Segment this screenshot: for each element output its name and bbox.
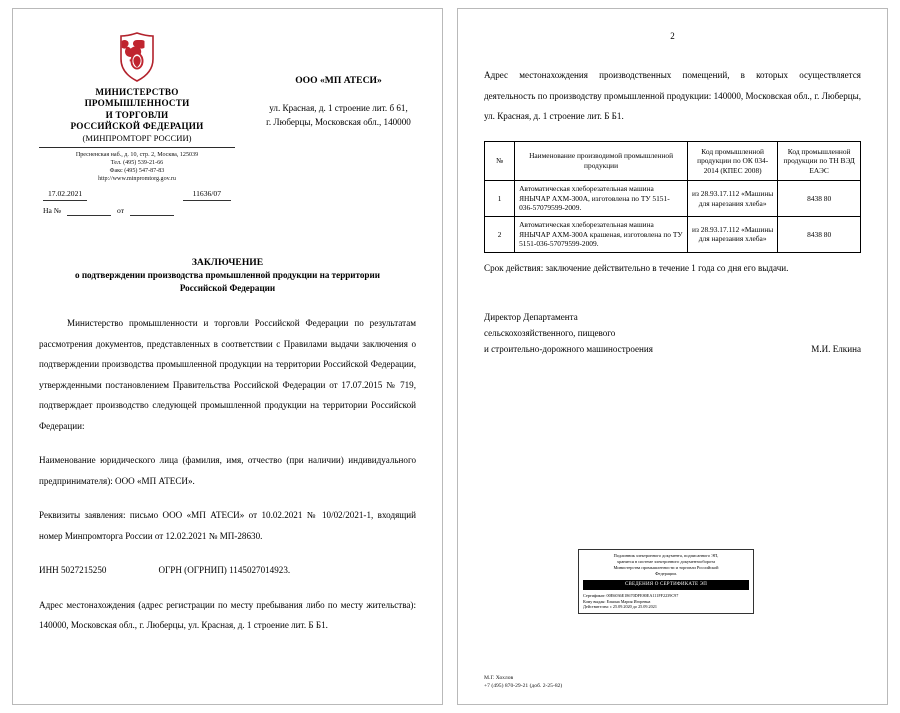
executor-name: М.Г. Хохлов — [484, 675, 514, 682]
requisites-block — [39, 189, 235, 216]
document-body — [39, 313, 416, 636]
ministry-name-line-1: МИНИСТЕРСТВО — [95, 87, 179, 97]
ogrn-value: ОГРН (ОГРНИП) 1145027014923. — [158, 565, 291, 576]
cell-no: 2 — [485, 217, 515, 253]
executor-phone: +7 (495) 870-29-21 (доб. 2-25-82) — [484, 682, 563, 689]
products-table — [484, 141, 861, 253]
table-row — [485, 217, 861, 253]
stamp-line-3: Министерства промышленности и торговли Российской — [613, 565, 719, 570]
ministry-name-line-2: ПРОМЫШЛЕННОСТИ — [84, 98, 190, 109]
stamp-title-bar: СВЕДЕНИЯ О СЕРТИФИКАТЕ ЭП — [583, 580, 749, 590]
document-title — [39, 256, 416, 295]
signer-position-line-3: и строительно-дорожного машиностроения — [484, 343, 653, 354]
table-header-row — [485, 141, 861, 181]
stamp-certificate: Сертификат: 00E6036E18670DFE80EA111FF2239C97 — [583, 593, 679, 598]
signature-block — [484, 309, 861, 357]
ministry-letterhead-block — [39, 31, 235, 216]
signer-position-line-2: сельскохозяйственного, пищевого — [484, 327, 616, 338]
incoming-date-label: от — [117, 206, 125, 216]
document-page-2 — [457, 8, 888, 705]
incoming-date-blank — [130, 207, 174, 216]
ministry-phone: Тел. (495) 539-21-66 — [110, 159, 164, 166]
document-title-sub-1: о подтверждении производства промышленной продукции на территории — [75, 270, 380, 281]
body-paragraph-1: Министерство промышленности и торговли Российской Федерации по результатам рассмотрения документов, представленных в соответствии с Правилами выдачи заключения о подтверждении производства промышленной продукции на территории Российской Федерации, утвержденными постановлением Правительства Российской Федерации от 17.07.2015 № 719, подтверждает производство следующей промышленной продукции на территории Российской Федерации: — [39, 318, 416, 431]
addressee-address-line-2: г. Люберцы, Московская обл., 140000 — [266, 116, 411, 127]
incoming-number-label: На № — [43, 206, 61, 216]
addressee-block — [235, 31, 416, 129]
ministry-address: Пресненская наб., д. 10, стр. 2, Москва, 125039 — [75, 151, 199, 158]
cell-tn-code: 8438 80 — [778, 181, 861, 217]
cell-no: 1 — [485, 181, 515, 217]
stamp-owner: Кому выдан: Елкина Мария Игоревна — [583, 598, 651, 604]
column-header-no: № — [485, 141, 515, 181]
body-paragraph-address: Адрес местонахождения (адрес регистрации по месту пребывания либо по месту жительства): 140000, Московская обл., г. Люберцы, ул. Красная, д. 1 строение лит. Б Б1. — [39, 599, 416, 631]
table-row — [485, 181, 861, 217]
signer-position-line-1: Директор Департамента — [484, 311, 578, 322]
letterhead — [39, 31, 416, 216]
validity-term: Срок действия: заключение действительно в течение 1 года со дня его выдачи. — [484, 262, 789, 273]
cell-product-name: Автоматическая хлеборезательная машина ЯНЫЧАР АХМ-300А крашеная, изготовлена по ТУ 5151-036-57079599-2009. — [515, 217, 688, 253]
cell-ok-code: из 28.93.17.112 «Машины для нарезания хлеба» — [688, 181, 778, 217]
body-paragraph-2: Наименование юридического лица (фамилия, имя, отчество (при наличии) индивидуального предпринимателя): ООО «МП АТЕСИ». — [39, 455, 416, 486]
letter-number: 11636/07 — [183, 189, 231, 201]
ministry-abbreviation: (МИНПРОМТОРГ РОССИИ) — [82, 132, 192, 143]
letter-date: 17.02.2021 — [43, 189, 87, 201]
inn-value: ИНН 5027215250 — [39, 565, 107, 576]
addressee-name: ООО «МП АТЕСИ» — [295, 75, 382, 86]
stamp-validity: Действителен: с 25.09.2020 до 25.09.2021 — [583, 604, 657, 610]
russian-coat-of-arms-icon — [116, 31, 158, 83]
stamp-line-2: хранится в системе электронного документооборота — [616, 559, 716, 564]
document-title-main: ЗАКЛЮЧЕНИЕ — [191, 257, 264, 269]
cell-product-name: Автоматическая хлеборезательная машина ЯНЫЧАР АХМ-300А, изготовлена по ТУ 5151-036-57079599-2009. — [515, 181, 688, 217]
signer-name: М.И. Елкина — [811, 343, 861, 354]
letterhead-divider — [39, 147, 235, 148]
ministry-website: http://www.minpromtorg.gov.ru — [98, 176, 176, 183]
page-number: 2 — [670, 31, 675, 41]
cell-ok-code: из 28.93.17.112 «Машины для нарезания хлеба» — [688, 217, 778, 253]
addressee-address-line-1: ул. Красная, д. 1 строение лит. б 61, — [269, 103, 408, 113]
registration-codes-row — [39, 560, 416, 581]
column-header-ok-code: Код промышленной продукции по ОК 034-2014 (КПЕС 2008) — [688, 141, 778, 181]
electronic-signature-stamp — [578, 549, 754, 614]
column-header-tn-code: Код промышленной продукции по ТН ВЭД ЕАЭС — [778, 141, 861, 181]
ministry-fax: Факс (495) 547-87-83 — [109, 168, 165, 175]
incoming-number-blank — [67, 207, 111, 216]
stamp-line-1: Подлинник электронного документа, подписанного ЭП, — [613, 553, 719, 558]
cell-tn-code: 8438 80 — [778, 217, 861, 253]
ministry-name-line-3: И ТОРГОВЛИ — [105, 109, 169, 120]
document-title-sub-2: Российской Федерации — [179, 283, 276, 294]
document-page-1 — [12, 8, 443, 705]
executor-note — [484, 675, 562, 690]
stamp-line-4: Федерации. — [655, 571, 677, 576]
ministry-name-line-4: РОССИЙСКОЙ ФЕДЕРАЦИИ — [70, 121, 204, 132]
body-paragraph-3: Реквизиты заявления: письмо ООО «МП АТЕСИ» от 10.02.2021 № 10/02/2021-1, входящий номер Минпромторга России от 12.02.2021 № МП-28630. — [39, 510, 416, 541]
column-header-product-name: Наименование производимой промышленной продукции — [515, 141, 688, 181]
production-address-paragraph: Адрес местонахождения производственных помещений, в которых осуществляется деятельность по производству промышленной продукции: 140000, Московская обл., г. Люберцы, ул. Красная, д. 1 строение лит. Б Б1. — [484, 70, 861, 121]
